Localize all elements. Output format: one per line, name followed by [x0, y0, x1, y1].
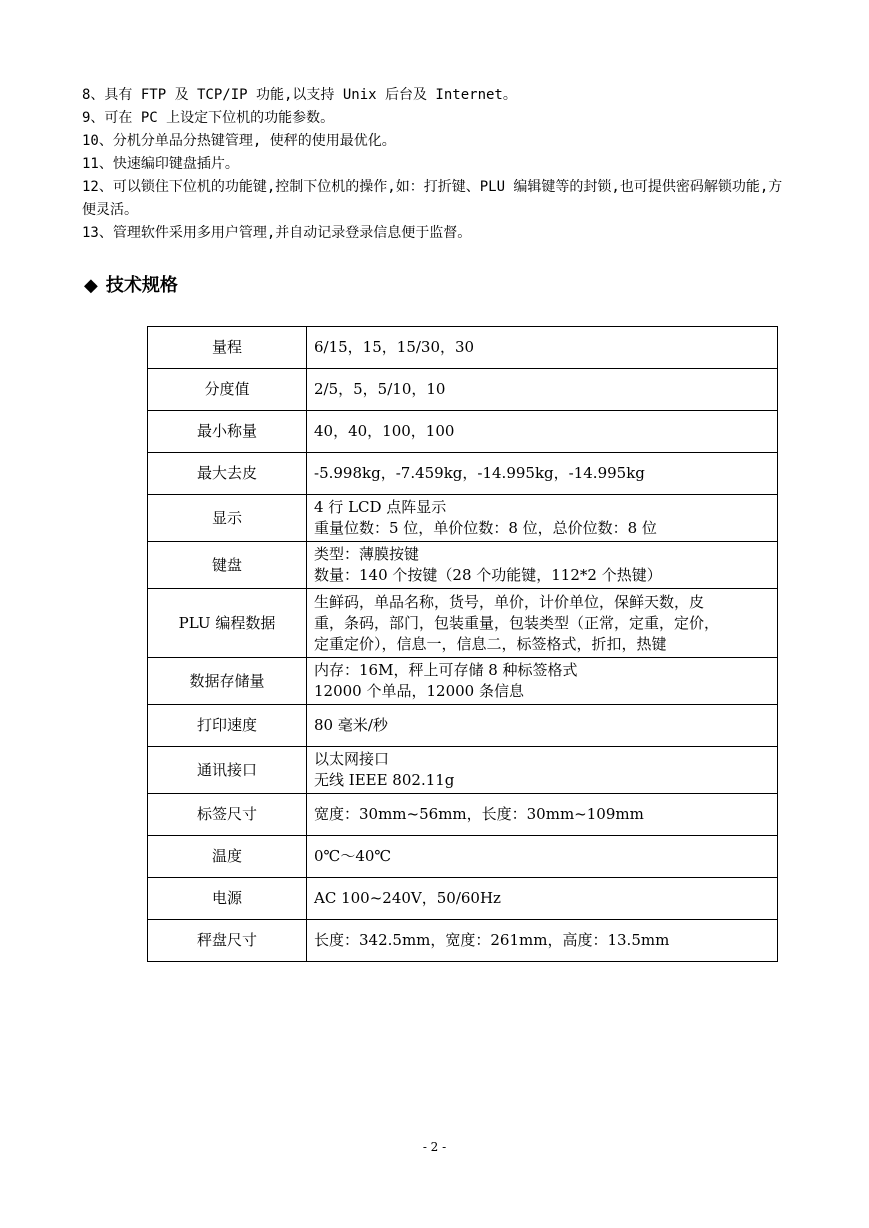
spec-row — [148, 542, 778, 589]
spec-row — [148, 453, 778, 495]
spec-label: 数据存储量 — [148, 658, 307, 705]
spec-label: 秤盘尺寸 — [148, 920, 307, 962]
feature-item: 11、快速编印键盘插片。 — [82, 156, 239, 172]
spec-row — [148, 327, 778, 369]
spec-label: 电源 — [148, 878, 307, 920]
feature-item: 12、可以锁住下位机的功能键,控制下位机的操作,如：打折键、PLU 编辑键等的封锁,也可提供密码解锁功能,方便灵活。 — [82, 179, 783, 218]
spec-value: 类型：薄膜按键 数量：140 个按键（28 个功能键，112*2 个热键） — [307, 542, 778, 589]
spec-row — [148, 705, 778, 747]
spec-row — [148, 658, 778, 705]
spec-row — [148, 920, 778, 962]
spec-value: 40，40，100，100 — [307, 411, 778, 453]
spec-label: 分度值 — [148, 369, 307, 411]
feature-item: 13、管理软件采用多用户管理,并自动记录登录信息便于监督。 — [82, 225, 472, 241]
spec-label: 打印速度 — [148, 705, 307, 747]
spec-value: 2/5，5，5/10，10 — [307, 369, 778, 411]
spec-value: 0℃～40℃ — [307, 836, 778, 878]
spec-value: 宽度：30mm~56mm，长度：30mm~109mm — [307, 794, 778, 836]
diamond-bullet-icon: ◆ — [84, 275, 98, 296]
spec-label: 显示 — [148, 495, 307, 542]
spec-value: 生鲜码，单品名称，货号，单价，计价单位，保鲜天数，皮 重，条码，部门，包装重量，包装类型（正常，定重，定价， 定重定价），信息一，信息二，标签格式，折扣，热键 — [307, 589, 778, 658]
spec-value: -5.998kg，-7.459kg，-14.995kg，-14.995kg — [307, 453, 778, 495]
section-title: 技术规格 — [105, 275, 178, 296]
feature-item: 10、分机分单品分热键管理, 使秤的使用最优化。 — [82, 133, 396, 149]
section-heading — [84, 271, 178, 297]
spec-label: 标签尺寸 — [148, 794, 307, 836]
feature-item: 8、具有 FTP 及 TCP/IP 功能,以支持 Unix 后台及 Internet。 — [82, 87, 517, 103]
spec-value: 内存：16M，秤上可存储 8 种标签格式 12000 个单品，12000 条信息 — [307, 658, 778, 705]
spec-label: 最小称量 — [148, 411, 307, 453]
spec-row — [148, 589, 778, 658]
page-number: - 2 - — [422, 1140, 447, 1154]
spec-row — [148, 878, 778, 920]
spec-row — [148, 794, 778, 836]
spec-row — [148, 836, 778, 878]
spec-value: 6/15，15，15/30，30 — [307, 327, 778, 369]
spec-row — [148, 411, 778, 453]
spec-row — [148, 747, 778, 794]
feature-list — [82, 84, 792, 245]
spec-value: 4 行 LCD 点阵显示 重量位数：5 位，单价位数：8 位，总价位数：8 位 — [307, 495, 778, 542]
spec-label: 量程 — [148, 327, 307, 369]
spec-row — [148, 369, 778, 411]
spec-value: 80 毫米/秒 — [307, 705, 778, 747]
spec-label: PLU 编程数据 — [148, 589, 307, 658]
spec-label: 温度 — [148, 836, 307, 878]
spec-label: 键盘 — [148, 542, 307, 589]
spec-value: 以太网接口 无线 IEEE 802.11g — [307, 747, 778, 794]
spec-table — [147, 326, 778, 962]
spec-label: 最大去皮 — [148, 453, 307, 495]
feature-item: 9、可在 PC 上设定下位机的功能参数。 — [82, 110, 335, 126]
spec-value: AC 100~240V，50/60Hz — [307, 878, 778, 920]
spec-label: 通讯接口 — [148, 747, 307, 794]
spec-value: 长度：342.5mm，宽度：261mm，高度：13.5mm — [307, 920, 778, 962]
spec-row — [148, 495, 778, 542]
